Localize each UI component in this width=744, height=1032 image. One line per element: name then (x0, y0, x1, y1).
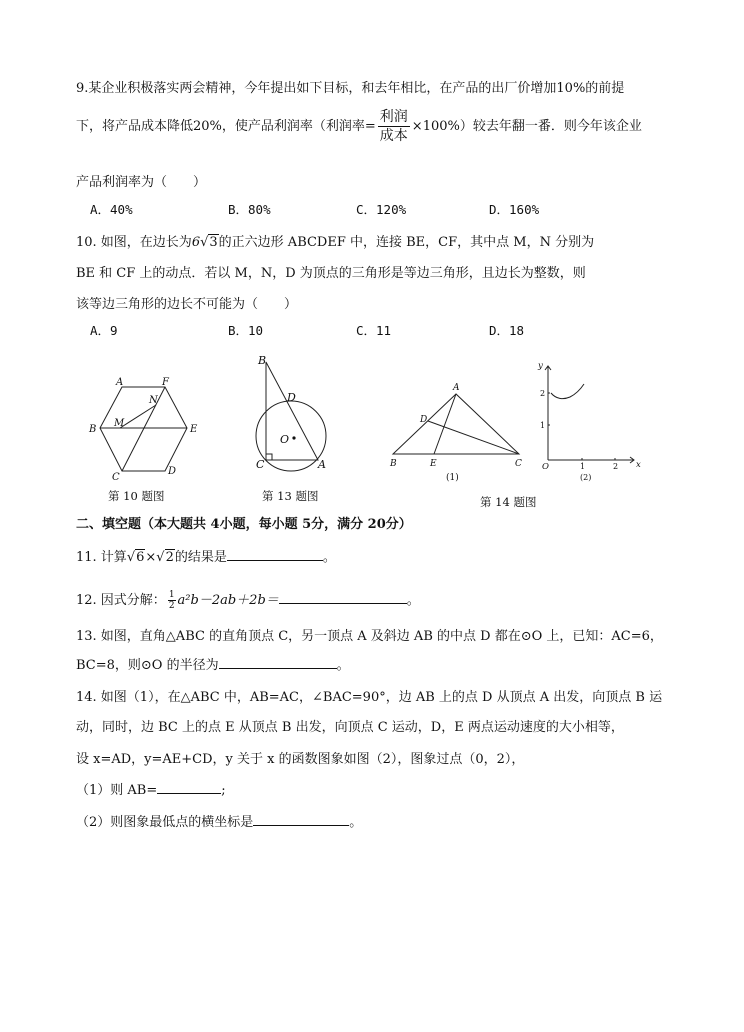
q10-option-a: A．9 (90, 323, 118, 338)
q14-sub1-answer-blank[interactable] (157, 793, 221, 794)
sqrt-two-radicand: 2 (165, 550, 174, 565)
circ-label-a: A (318, 458, 326, 471)
function-graph (545, 366, 634, 463)
q14-sub2 (76, 814, 362, 832)
sqrt-three: √3 (200, 235, 218, 250)
q9-line3: 产品利润率为（ ） (76, 175, 207, 190)
hex-label-e: E (190, 424, 198, 435)
triangle-abc (393, 394, 519, 454)
q12-pre: 12. 因式分解： (76, 593, 166, 608)
q9-line2-pre: 下，将产品成本降低20%，使产品利润率（利润率= (76, 119, 376, 134)
sqrt-two: √2 (156, 550, 174, 565)
tri-label-c: C (515, 459, 522, 469)
fig10-caption: 第 10 题图 (108, 489, 165, 503)
q9-option-c: C．120% (356, 202, 407, 217)
hex-label-b: B (89, 424, 97, 435)
sqrt-six-radicand: 6 (136, 550, 145, 565)
q10-line3: 该等边三角形的边长不可能为（ ） (76, 297, 298, 312)
q12-answer-blank[interactable] (279, 603, 407, 604)
q12-end: 。 (406, 593, 420, 608)
half-numerator: 1 (168, 590, 175, 600)
sqrt-three-radicand: 3 (209, 235, 218, 250)
q13-end: 。 (336, 658, 350, 673)
q11-post: 的结果是 (174, 550, 227, 565)
half-fraction (168, 590, 176, 611)
graph-x-tick-2-label: 2 (613, 462, 619, 471)
graph-y-tick-2-label: 2 (540, 389, 546, 398)
segment-mn (120, 405, 156, 428)
tri-label-b: B (390, 459, 397, 469)
q14-line3: 设 x=AD，y=AE+CD，y 关于 x 的函数图象如图（2），图象过点（0，2）， (76, 752, 525, 767)
q10-coef: 6 (191, 235, 201, 250)
tri-label-e: E (430, 459, 437, 469)
hex-label-a: A (116, 377, 124, 388)
segment-cf (122, 387, 165, 471)
tri-label-a: A (453, 383, 460, 393)
hex-label-n: N (149, 395, 158, 406)
q14-sub1-pre: （1）则 AB= (76, 783, 158, 798)
fig14-sub2-label: (2) (580, 473, 592, 482)
q9-option-d: D．160% (489, 202, 540, 217)
graph-label-y: y (538, 361, 543, 371)
circ-label-b: B (258, 354, 267, 367)
q13-line1: 13. 如图，直角△ABC 的直角顶点 C，另一顶点 A 及斜边 AB 的中点 D 都在⊙O 上，已知：AC=6， (76, 629, 663, 644)
fig14-sub1-label: (1) (446, 473, 459, 483)
q11-end: 。 (322, 550, 336, 565)
q13-answer-blank[interactable] (219, 668, 337, 669)
q10-line1-post: 的正六边形 ABCDEF 中，连接 BE，CF，其中点 M，N 分别为 (218, 235, 595, 250)
function-curve (551, 384, 584, 399)
circ-label-d: D (287, 391, 296, 404)
circle-figure (256, 362, 326, 471)
q14-line2: 动，同时，边 BC 上的点 E 从顶点 B 出发，向顶点 C 运动，D，E 两点运动速度的大小相等， (76, 720, 624, 735)
graph-y-tick-1-label: 1 (540, 421, 546, 430)
q14-sub2-end: 。 (349, 815, 363, 830)
q9-line2-post: ×100%）较去年翻一番．则今年该企业 (411, 119, 642, 134)
q10-line1 (76, 234, 594, 252)
hex-label-d: D (168, 466, 177, 477)
q11-pre: 11. 计算 (76, 550, 127, 565)
q11-answer-blank[interactable] (227, 560, 323, 561)
q11-times: × (145, 550, 157, 565)
q9-line2 (76, 108, 642, 146)
q13-line2 (76, 657, 350, 675)
q14-sub2-pre: （2）则图象最低点的横坐标是 (76, 815, 254, 830)
q12-expression: a²b－2ab＋2b＝ (177, 593, 279, 608)
hex-label-c: C (112, 472, 120, 483)
q9-option-a: A．40% (90, 202, 133, 217)
hex-label-m: M (114, 418, 125, 429)
fig13-caption: 第 13 题图 (262, 489, 319, 503)
q13-line2-pre: BC=8，则⊙O 的半径为 (76, 658, 219, 673)
q10-option-d: D．18 (489, 323, 525, 338)
q10-line1-pre: 10. 如图，在边长为 (76, 235, 192, 250)
center-point-o (292, 436, 295, 439)
right-angle-mark (266, 454, 272, 460)
half-denominator: 2 (168, 601, 175, 611)
profit-fraction-numerator: 利润 (379, 109, 408, 125)
fig14-caption: 第 14 题图 (480, 495, 537, 509)
q12-line (76, 590, 420, 612)
right-triangle-abc (266, 362, 318, 460)
profit-fraction-denominator: 成本 (379, 128, 408, 144)
q14-sub2-answer-blank[interactable] (253, 825, 349, 826)
q9-line1: 9.某企业积极落实两会精神，今年提出如下目标，和去年相比，在产品的出厂价增加10%的前提 (76, 81, 625, 96)
graph-label-origin: O (542, 462, 549, 472)
profit-fraction (378, 108, 410, 145)
hexagon-figure (100, 387, 187, 471)
graph-label-x: x (636, 460, 641, 470)
hex-label-f: F (162, 377, 169, 388)
segment-cd (428, 421, 519, 454)
section2-heading: 二、填空题（本大题共 4小题，每小题 5分，满分 20分） (76, 517, 412, 532)
q14-sub1-end: ; (221, 783, 226, 798)
graph-x-tick-1-label: 1 (580, 462, 586, 471)
q10-option-b: B．10 (228, 323, 264, 338)
circ-label-c: C (256, 458, 265, 471)
q11-line (76, 549, 336, 567)
triangle-figure (393, 394, 519, 454)
q14-line1: 14. 如图（1），在△ABC 中，AB=AC，∠BAC=90°，边 AB 上的点 D 从顶点 A 出发，向顶点 B 运 (76, 690, 663, 705)
q9-option-b: B．80% (228, 202, 271, 217)
q10-option-c: C．11 (356, 323, 392, 338)
sqrt-six: √6 (126, 550, 145, 565)
q14-sub1 (76, 782, 226, 800)
q10-line2: BE 和 CF 上的动点．若以 M，N，D 为顶点的三角形是等边三角形，且边长为整数，则 (76, 266, 586, 281)
tri-label-d: D (420, 415, 428, 425)
circ-label-o: O (280, 433, 290, 446)
